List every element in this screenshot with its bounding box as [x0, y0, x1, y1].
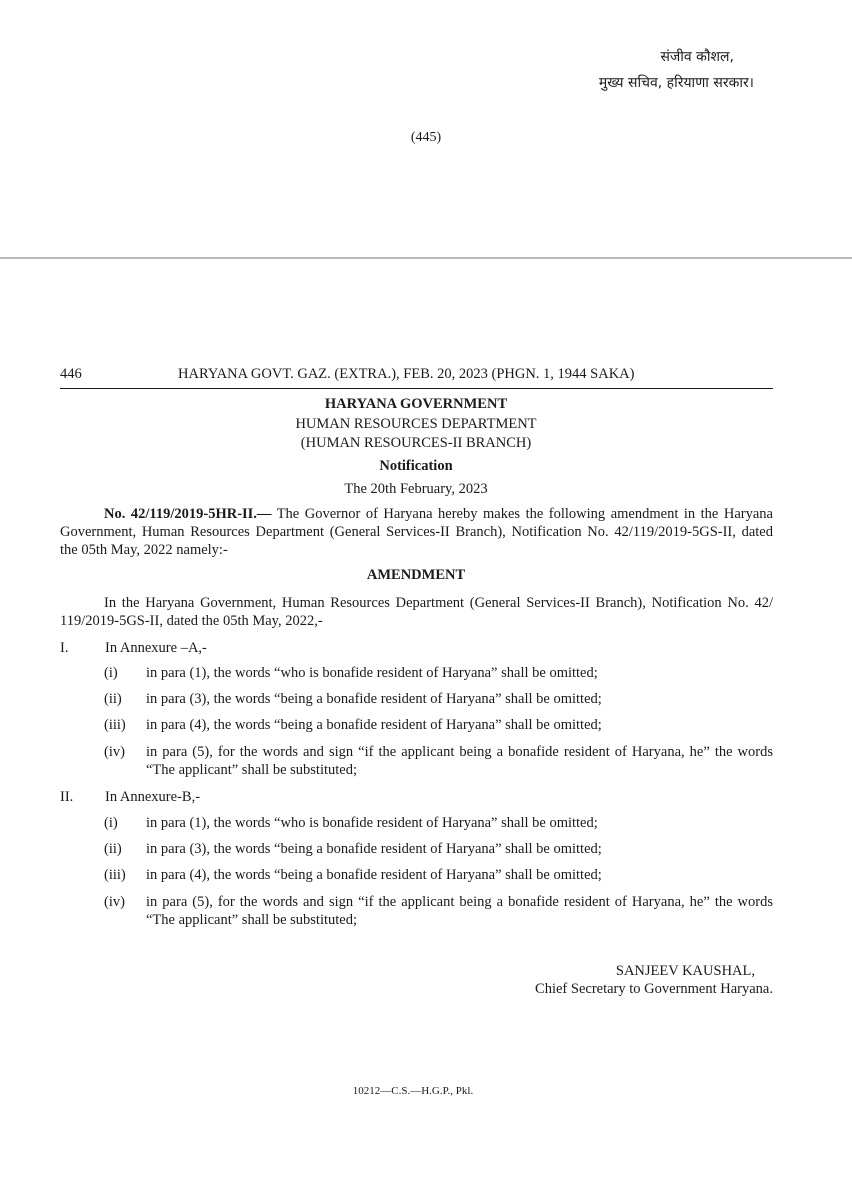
item-text: in para (1), the words “who is bonafide resident of Haryana” shall be omitted;	[146, 815, 598, 831]
notification-preamble-text: The Governor of Haryana hereby makes the following amendment in the Haryana Government, Human Resources Department (General Services-II Branch), Notification No. 42/119/2019-5GS-II, dated the 05th May, 2022 namely:-	[60, 506, 773, 558]
item-number: (iv)	[104, 894, 125, 910]
item-number: (iii)	[104, 867, 126, 883]
item-text: in para (5), for the words and sign “if the applicant being a bonafide resident of Haryana, he” the words “The applicant” shall be substituted;	[146, 744, 773, 778]
item-text: in para (5), for the words and sign “if the applicant being a bonafide resident of Haryana, he” the words “The applicant” shall be substituted;	[146, 894, 773, 928]
hindi-signatory-name: संजीव कौशल,	[660, 49, 734, 65]
notification-number: No. 42/119/2019-5HR-II.—	[104, 506, 272, 522]
issuer-branch: (HUMAN RESOURCES-II BRANCH)	[300, 435, 532, 451]
signatory-name: SANJEEV KAUSHAL,	[615, 963, 755, 979]
item-text: in para (4), the words “being a bonafide resident of Haryana” shall be omitted;	[146, 717, 602, 733]
gazette-title: HARYANA GOVT. GAZ. (EXTRA.), FEB. 20, 2023 (PHGN. 1, 1944 SAKA)	[178, 366, 635, 382]
amendment-heading: AMENDMENT	[366, 567, 466, 583]
printer-code: 10212—C.S.—H.G.P., Pkl.	[352, 1085, 474, 1097]
item-number: (ii)	[104, 691, 122, 707]
gazette-page-number: 446	[60, 366, 82, 382]
hindi-signature-block	[599, 44, 754, 96]
amendment-intro-text: In the Haryana Government, Human Resources Department (General Services-II Branch), Notification No. 42/ 119/2019-5GS-II, dated the 05th May, 2022,-	[60, 595, 773, 629]
notification-heading: Notification	[379, 458, 453, 474]
section-title: In Annexure-B,-	[105, 789, 201, 805]
item-text: in para (3), the words “being a bonafide resident of Haryana” shall be omitted;	[146, 841, 602, 857]
signature-block	[535, 962, 773, 998]
item-number: (i)	[104, 665, 118, 681]
section-numeral: I.	[60, 640, 69, 656]
item-text: in para (3), the words “being a bonafide resident of Haryana” shall be omitted;	[146, 691, 602, 707]
notification-preamble	[60, 505, 773, 559]
item-number: (i)	[104, 815, 118, 831]
previous-page-number: (445)	[410, 130, 442, 145]
signatory-title: Chief Secretary to Government Haryana.	[535, 981, 773, 997]
previous-page-bottom	[0, 0, 852, 258]
notification-date: The 20th February, 2023	[344, 481, 488, 497]
issuer-department: HUMAN RESOURCES DEPARTMENT	[295, 416, 537, 432]
gazette-running-header	[60, 364, 773, 389]
section-title: In Annexure –A,-	[105, 640, 207, 656]
item-text: in para (4), the words “being a bonafide resident of Haryana” shall be omitted;	[146, 867, 602, 883]
issuer-government: HARYANA GOVERNMENT	[324, 396, 508, 412]
amendment-intro	[60, 594, 773, 630]
section-numeral: II.	[60, 789, 74, 805]
item-number: (iv)	[104, 744, 125, 760]
hindi-signatory-title: मुख्य सचिव, हरियाणा सरकार।	[598, 75, 754, 91]
item-text: in para (1), the words “who is bonafide resident of Haryana” shall be omitted;	[146, 665, 598, 681]
item-number: (iii)	[104, 717, 126, 733]
item-number: (ii)	[104, 841, 122, 857]
